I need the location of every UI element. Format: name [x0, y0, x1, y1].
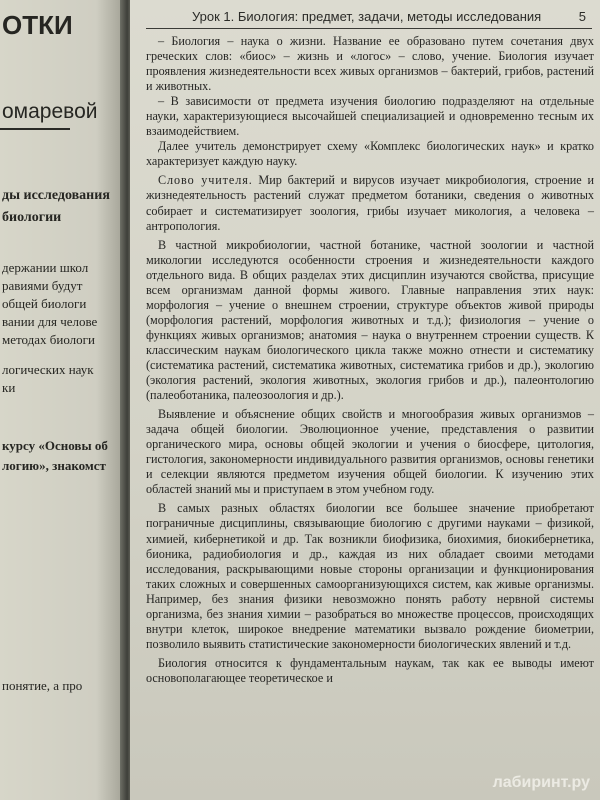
page-number: 5: [578, 9, 586, 24]
previous-page-line: логических наук: [2, 362, 94, 377]
previous-page-heading-2: биологии: [2, 210, 62, 225]
previous-page-line: равиями будут: [2, 278, 83, 293]
paragraph-text: Мир бактерий и вирусов изучает микробиология, строение и жизнедеятельность растений служат предметом ботаники, сведения о животных собирает и систематизирует зоология, грибы изучает микология, а человека – антропология.: [146, 173, 594, 233]
current-page: [130, 0, 600, 800]
body-text: [146, 34, 594, 686]
paragraph: [146, 94, 594, 139]
previous-page-line: методах биологи: [2, 332, 95, 347]
paragraph: [146, 407, 594, 497]
header-title: Урок 1. Биология: предмет, задачи, методы исследования: [192, 9, 542, 24]
paragraph: [146, 139, 594, 169]
watermark: лабиринт.ру: [492, 774, 590, 791]
paragraph-text: Далее учитель демонстрирует схему «Комплекс биологических наук» и кратко характеризует каждую науку.: [146, 139, 594, 169]
paragraph: [146, 656, 594, 686]
previous-page-line: логию», знакомст: [2, 458, 106, 473]
paragraph-text: – В зависимости от предмета изучения биологию подразделяют на отдельные науки, характеризующиеся высочайшей специализацией и одновременно тесным их взаимодействием.: [146, 94, 594, 139]
previous-page-line: держании школ: [2, 260, 89, 275]
previous-page-line: общей биологи: [2, 296, 87, 311]
previous-page-title: ОТКИ: [2, 10, 73, 40]
paragraph: [146, 34, 594, 94]
previous-page-line: вании для челове: [2, 314, 98, 329]
previous-page-heading-1: ды исследования: [2, 188, 110, 203]
paragraph-text: Выявление и объяснение общих свойств и многообразия живых организмов – задача общей биологии. Эволюционное учение, представления о развитии органического мира, основы общей экологии и учения о биосфере, цитология, гистология, закономерности индивидуального развития организмов, основы генетики и селекции являются предметом изучения общей биологии. К изучению этих областей знаний мы и приступаем в этом учебном году.: [146, 407, 594, 497]
previous-page-line: курсу «Основы об: [2, 438, 108, 453]
paragraph-text: В частной микробиологии, частной ботанике, частной зоологии и частной микологии исследуются особенности строения и жизнедеятельности каждого отдельного вида. В общих разделах этих дисциплин изучаются свойства, присущие всем организмам данной формы живого. Главные направления этих наук: морфология – учение о внешнем строении, структуре объектов живой природы (морфология растений, морфология животных и т.д.); физиология – учение о функциях живых организмов; анатомия – наука о внутреннем строении существ. К классическим наукам биологического цикла также можно отнести и систематику (систематика растений, систематика животных, систематика грибов и др.), экологию (экология растений, экология животных, экология грибов и др.), палеонтологию (палеоботаника, палеозоология и др.).: [146, 237, 594, 403]
paragraph-text: – Биология – наука о жизни. Название ее образовано путем сочетания двух греческих слов: «биос» – жизнь и «логос» – слово, учение. Биология изучает проявления жизнедеятельности всех живых организмов – бактерий, грибов, растений и животных.: [146, 34, 594, 94]
paragraph-lead: Слово учителя.: [158, 173, 253, 188]
previous-page-author: омаревой: [2, 100, 98, 123]
paragraph: [146, 501, 594, 651]
previous-page-rule: [0, 128, 70, 130]
running-header: [146, 6, 592, 29]
paragraph-text: Биология относится к фундаментальным наукам, так как ее выводы имеют основополагающее теоретическое и: [146, 655, 594, 685]
paragraph: [146, 238, 594, 404]
paragraph: [146, 173, 594, 233]
previous-page-line: ки: [2, 380, 16, 395]
previous-page-line: понятие, а про: [2, 678, 83, 693]
previous-page: [0, 0, 120, 800]
paragraph-text: В самых разных областях биологии все большее значение приобретают пограничные дисциплины, связывающие биологию с другими науками – физикой, химией, кибернетикой и др. Так возникли биофизика, биохимия, биокибернетика, бионика, радиобиология и др., каждая из них обладает своими методами исследования, раскрывающими новые стороны организации и функционирования таких сложных и совершенных самоорганизующихся систем, как живые организмы. Например, без знания физики невозможно понять работу нервной системы организма, без знания химии – разобраться во множестве процессов, происходящих внутри клеток, широкое внедрение математики вызвало рождение биометрии, позволило выявить статистические закономерности биологических явлений и т.д.: [146, 501, 594, 651]
